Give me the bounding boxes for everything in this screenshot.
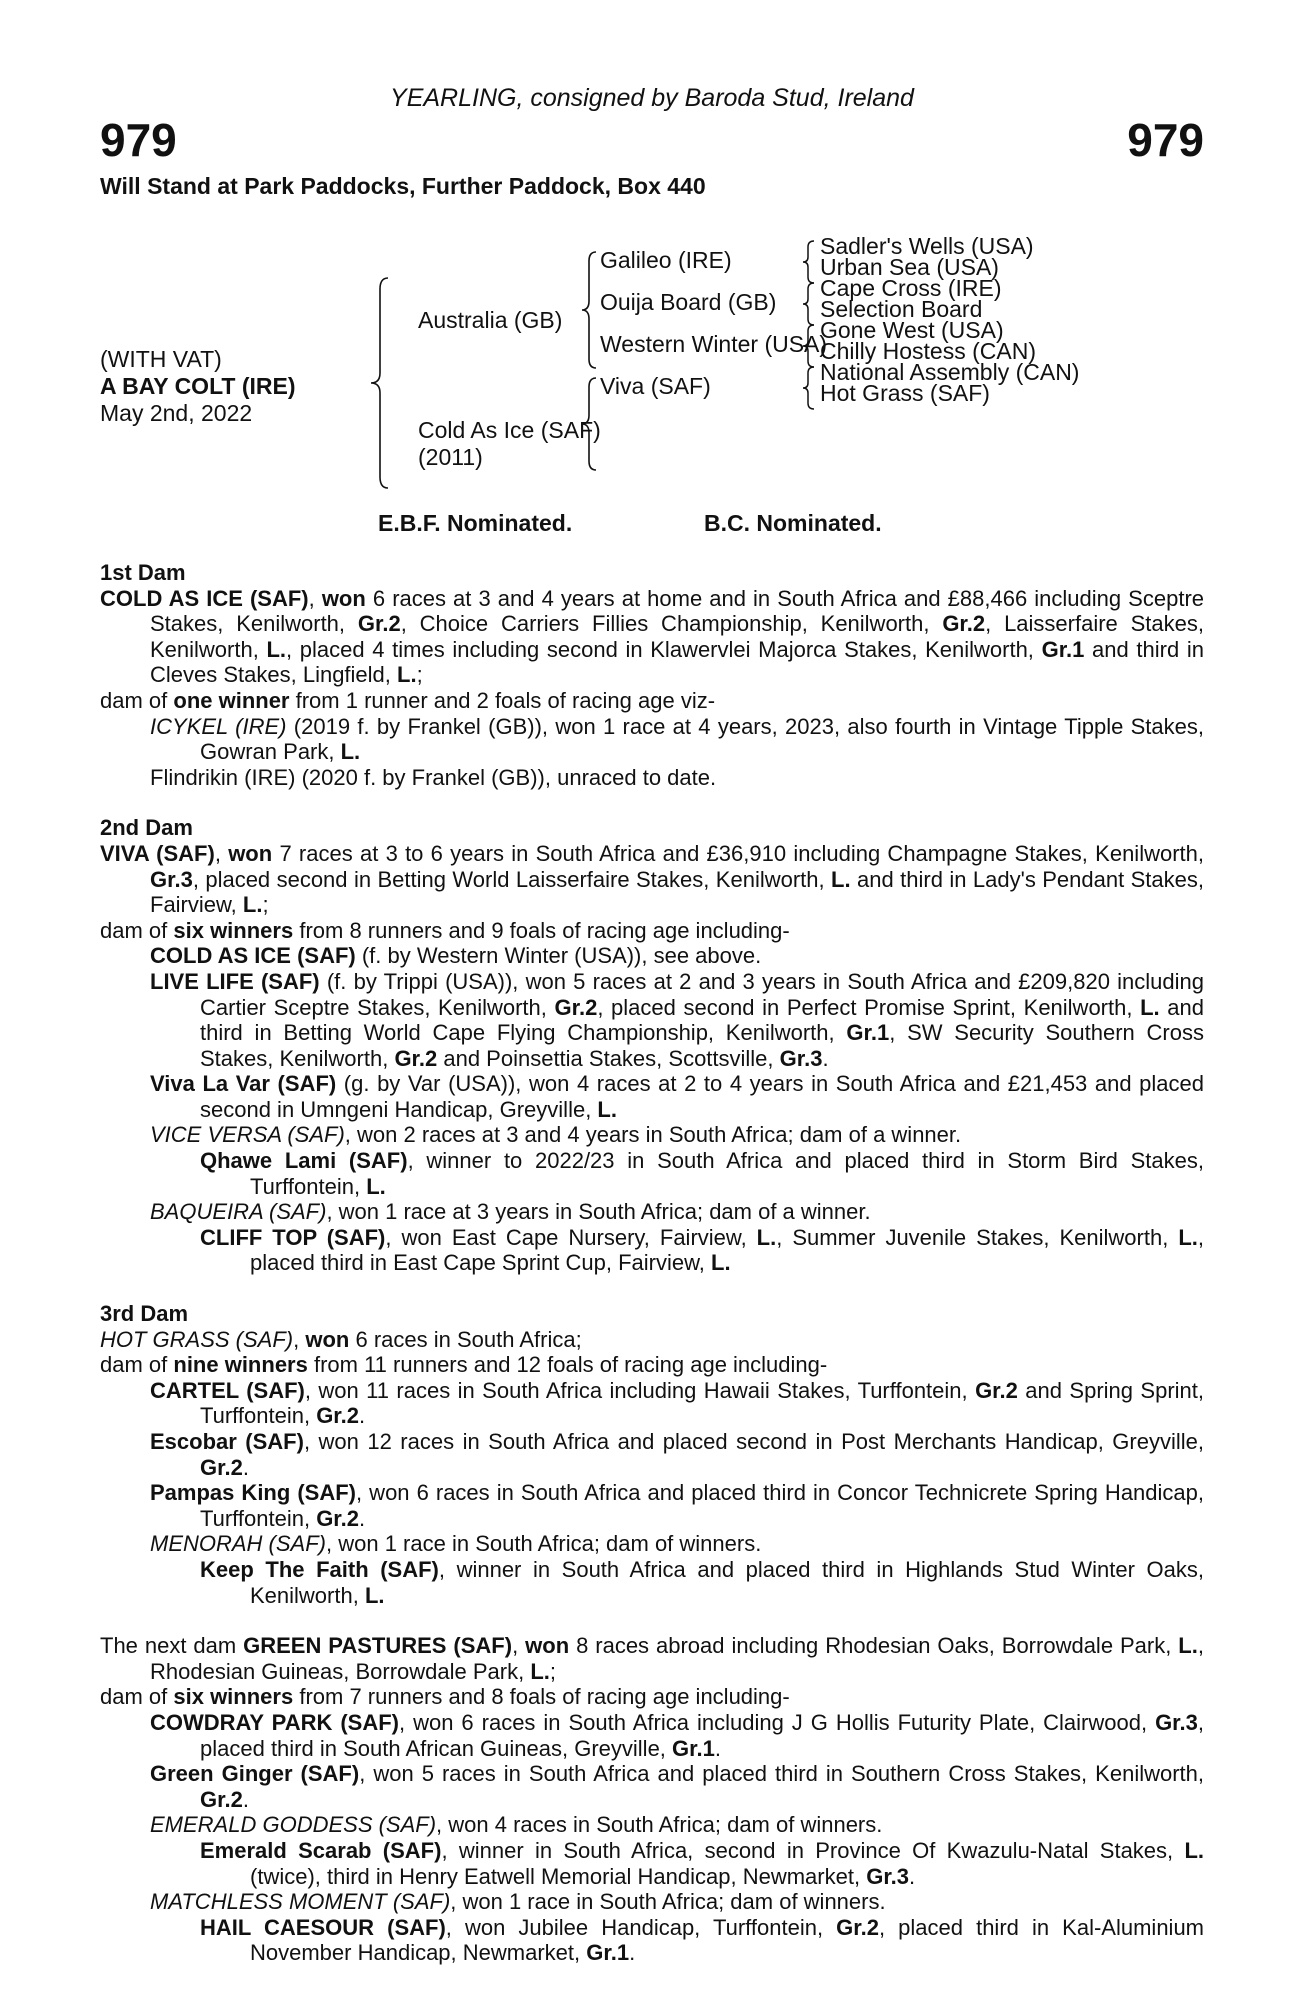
ggs-8: Hot Grass (SAF) <box>820 380 990 406</box>
third-dam-title: 3rd Dam <box>100 1301 189 1327</box>
gen3-bracket-1 <box>802 240 816 284</box>
bc-nomination: B.C. Nominated. <box>704 510 882 536</box>
sire-bracket <box>580 251 598 369</box>
first-dam-title: 1st Dam <box>100 560 186 585</box>
dam-bracket <box>580 377 598 471</box>
ggs-3: Cape Cross (IRE) <box>820 275 1002 301</box>
stabling-location: Will Stand at Park Paddocks, Further Paddock, Box 440 <box>100 173 706 199</box>
sire-dam: Ouija Board (GB) <box>600 289 777 315</box>
produce-cold-as-ice: COLD AS ICE (SAF) (f. by Western Winter (USA)), see above. <box>150 943 762 969</box>
lot-number-left: 979 <box>100 114 177 166</box>
sire-sire: Galileo (IRE) <box>600 247 732 273</box>
pedigree-bracket <box>368 277 390 489</box>
lot-number-right: 979 <box>1127 114 1204 166</box>
produce-flindrikin: Flindrikin (IRE) (2020 f. by Frankel (GB)), unraced to date. <box>150 764 717 790</box>
third-dam-produce-summary: dam of nine winners from 11 runners and 12 foals of racing age including- <box>100 1352 828 1378</box>
vat-note: (WITH VAT) <box>100 346 222 372</box>
produce-emerald-scarab: Emerald Scarab (SAF), winner in South Africa, second in Province Of Kwazulu-Natal Stakes, L. (twice), third in Henry Eatwell Memorial Handicap, Newmarket, Gr.3. <box>200 1837 1205 1889</box>
dam-sire: Western Winter (USA) <box>600 331 828 357</box>
third-dam-entry: HOT GRASS (SAF), won 6 races in South Africa; <box>100 1326 582 1352</box>
produce-icykel: ICYKEL (IRE) (2019 f. by Frankel (GB)), won 1 race at 4 years, 2023, also fourth in Vintage Tipple Stakes, Gowran Park, L. <box>150 713 1204 765</box>
produce-matchless-moment: MATCHLESS MOMENT (SAF), won 1 race in South Africa; dam of winners. <box>150 1889 886 1915</box>
ggs-1: Sadler's Wells (USA) <box>820 233 1034 259</box>
next-dam-produce-summary: dam of six winners from 7 runners and 8 foals of racing age including- <box>100 1684 790 1710</box>
produce-qhawe-lami: Qhawe Lami (SAF), winner to 2022/23 in South Africa and placed third in Storm Bird Stakes, Turffontein, L. <box>200 1148 1204 1199</box>
ggs-2: Urban Sea (USA) <box>820 254 999 280</box>
produce-hail-caesour: HAIL CAESOUR (SAF), won Jubilee Handicap, Turffontein, Gr.2, placed third in Kal-Aluminium November Handicap, Newmarket, Gr.1. <box>200 1914 1205 1966</box>
produce-live-life: LIVE LIFE (SAF) (f. by Trippi (USA)), won 5 races at 2 and 3 years in South Africa and £209,820 including Cartier Sceptre Stakes, Kenilworth, Gr.2, placed second in Perfect Promise Sprint, Kenilworth, L. and third in Betting World Cape Flying Championship, Kenilworth, Gr.1, SW Security Southern Cross Stakes, Kenilworth, Gr.2 and Poinsettia Stakes, Scottsville, Gr.3. <box>150 968 1204 1071</box>
consignor-line: YEARLING, consigned by Baroda Stud, Ireland <box>390 84 914 112</box>
produce-escobar: Escobar (SAF), won 12 races in South Africa and placed second in Post Merchants Handicap, Greyville, Gr.2. <box>150 1429 1204 1480</box>
dam-dam: Viva (SAF) <box>600 373 711 399</box>
horse-name: A BAY COLT (IRE) <box>100 373 296 399</box>
second-dam-title: 2nd Dam <box>100 815 193 841</box>
produce-vice-versa: VICE VERSA (SAF), won 2 races at 3 and 4 years in South Africa; dam of a winner. <box>150 1122 962 1148</box>
next-dam-entry: The next dam GREEN PASTURES (SAF), won 8 races abroad including Rhodesian Oaks, Borrowdale Park, L., Rhodesian Guineas, Borrowdale Park, L.; <box>100 1633 1204 1684</box>
produce-cowdray-park: COWDRAY PARK (SAF), won 6 races in South Africa including J G Hollis Futurity Plate, Clairwood, Gr.3, placed third in South African Guineas, Greyville, Gr.1. <box>150 1709 1204 1761</box>
produce-baqueira: BAQUEIRA (SAF), won 1 race at 3 years in South Africa; dam of a winner. <box>150 1199 871 1225</box>
produce-cliff-top: CLIFF TOP (SAF), won East Cape Nursery, Fairview, L., Summer Juvenile Stakes, Kenilworth, L., placed third in East Cape Sprint Cup, Fairview, L. <box>200 1224 1205 1276</box>
ggs-5: Gone West (USA) <box>820 317 1004 343</box>
dam-year: (2011) <box>418 444 483 470</box>
produce-cartel: CARTEL (SAF), won 11 races in South Africa including Hawaii Stakes, Turffontein, Gr.2 and Spring Sprint, Turffontein, Gr.2. <box>150 1377 1204 1429</box>
ggs-4: Selection Board <box>820 296 983 322</box>
produce-pampas-king: Pampas King (SAF), won 6 races in South Africa and placed third in Concor Technicrete Spring Handicap, Turffontein, Gr.2. <box>150 1480 1204 1531</box>
ggs-6: Chilly Hostess (CAN) <box>820 338 1036 364</box>
produce-keep-the-faith: Keep The Faith (SAF), winner in South Africa and placed third in Highlands Stud Winter Oaks, Kenilworth, L. <box>200 1556 1205 1608</box>
produce-emerald-goddess: EMERALD GODDESS (SAF), won 4 races in South Africa; dam of winners. <box>150 1812 883 1838</box>
first-dam-produce-summary: dam of one winner from 1 runner and 2 foals of racing age viz- <box>100 687 716 713</box>
produce-record <box>100 560 1204 1966</box>
dam: Cold As Ice (SAF) <box>418 417 601 443</box>
produce-green-ginger: Green Ginger (SAF), won 5 races in South Africa and placed third in Southern Cross Stakes, Kenilworth, Gr.2. <box>150 1761 1205 1812</box>
second-dam-produce-summary: dam of six winners from 8 runners and 9 foals of racing age including- <box>100 917 790 943</box>
gen3-bracket-2 <box>802 282 816 326</box>
produce-viva-la-var: Viva La Var (SAF) (g. by Var (USA)), won 4 races at 2 to 4 years in South Africa and £21,453 and placed second in Umngeni Handicap, Greyville, L. <box>150 1071 1205 1122</box>
pedigree-table <box>100 205 1204 505</box>
ebf-nomination: E.B.F. Nominated. <box>378 510 573 536</box>
produce-menorah: MENORAH (SAF), won 1 race in South Africa; dam of winners. <box>150 1531 762 1557</box>
second-dam-entry: VIVA (SAF), won 7 races at 3 to 6 years in South Africa and £36,910 including Champagne Stakes, Kenilworth, Gr.3, placed second in Betting World Laisserfaire Stakes, Kenilworth, L. and third in Lady's Pendant Stakes, Fairview, L.; <box>100 840 1204 918</box>
gen3-bracket-4 <box>802 366 816 410</box>
foaling-date: May 2nd, 2022 <box>100 400 253 426</box>
ggs-7: National Assembly (CAN) <box>820 359 1080 385</box>
sire: Australia (GB) <box>418 307 563 333</box>
gen3-bracket-3 <box>802 324 816 368</box>
first-dam-entry: COLD AS ICE (SAF), won 6 races at 3 and 4 years at home and in South Africa and £88,466 including Sceptre Stakes, Kenilworth, Gr.2, Choice Carriers Fillies Championship, Kenilworth, Gr.2, Laisserfaire Stakes, Kenilworth, L., placed 4 times including second in Klawervlei Majorca Stakes, Kenilworth, Gr.1 and third in Cleves Stakes, Lingfield, L.; <box>100 585 1205 688</box>
